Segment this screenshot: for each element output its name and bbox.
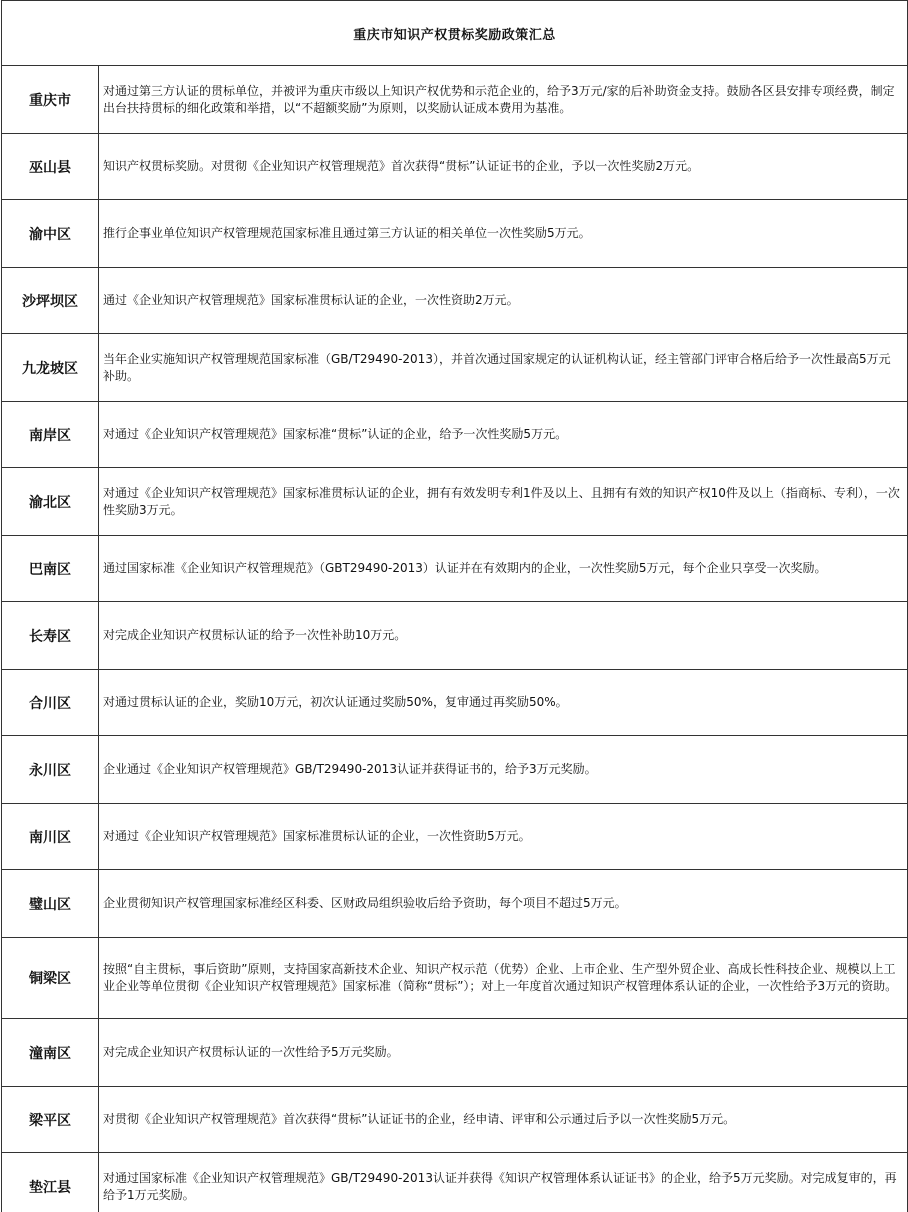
region-cell: 渝中区 [2, 200, 99, 268]
policy-cell: 对通过《企业知识产权管理规范》国家标准贯标认证的企业，一次性资助5万元。 [99, 804, 908, 870]
region-cell: 重庆市 [2, 66, 99, 134]
policy-cell: 企业通过《企业知识产权管理规范》GB/T29490-2013认证并获得证书的，给予3万元奖励。 [99, 736, 908, 804]
table-row [2, 670, 908, 736]
policy-cell: 对完成企业知识产权贯标认证的一次性给予5万元奖励。 [99, 1019, 908, 1087]
policy-cell: 对贯彻《企业知识产权管理规范》首次获得“贯标”认证证书的企业，经申请、评审和公示通过后予以一次性奖励5万元。 [99, 1087, 908, 1153]
region-cell: 渝北区 [2, 468, 99, 536]
region-cell: 九龙坡区 [2, 334, 99, 402]
policy-table [1, 0, 908, 1212]
table-row [2, 536, 908, 602]
policy-cell: 推行企事业单位知识产权管理规范国家标准且通过第三方认证的相关单位一次性奖励5万元。 [99, 200, 908, 268]
policy-cell: 通过国家标准《企业知识产权管理规范》（GBT29490-2013）认证并在有效期内的企业，一次性奖励5万元，每个企业只享受一次奖励。 [99, 536, 908, 602]
region-cell: 梁平区 [2, 1087, 99, 1153]
title-row [2, 1, 908, 66]
region-cell: 南川区 [2, 804, 99, 870]
table-row [2, 334, 908, 402]
region-cell: 璧山区 [2, 870, 99, 938]
table-row [2, 468, 908, 536]
region-cell: 永川区 [2, 736, 99, 804]
table-row [2, 1153, 908, 1212]
table-row [2, 602, 908, 670]
policy-cell: 当年企业实施知识产权管理规范国家标准（GB/T29490-2013），并首次通过国家规定的认证机构认证，经主管部门评审合格后给予一次性最高5万元补助。 [99, 334, 908, 402]
policy-cell: 知识产权贯标奖励。对贯彻《企业知识产权管理规范》首次获得“贯标”认证证书的企业，予以一次性奖励2万元。 [99, 134, 908, 200]
region-cell: 巫山县 [2, 134, 99, 200]
region-cell: 巴南区 [2, 536, 99, 602]
table-row [2, 268, 908, 334]
region-cell: 铜梁区 [2, 938, 99, 1019]
table-row [2, 870, 908, 938]
policy-cell: 对通过国家标准《企业知识产权管理规范》GB/T29490-2013认证并获得《知识产权管理体系认证证书》的企业，给予5万元奖励。对完成复审的，再给予1万元奖励。 [99, 1153, 908, 1212]
region-cell: 垫江县 [2, 1153, 99, 1212]
table-row [2, 736, 908, 804]
table-row [2, 66, 908, 134]
region-cell: 南岸区 [2, 402, 99, 468]
policy-cell: 企业贯彻知识产权管理国家标准经区科委、区财政局组织验收后给予资助，每个项目不超过5万元。 [99, 870, 908, 938]
table-row [2, 200, 908, 268]
policy-cell: 对通过《企业知识产权管理规范》国家标准贯标认证的企业，拥有有效发明专利1件及以上、且拥有有效的知识产权10件及以上（指商标、专利），一次性奖励3万元。 [99, 468, 908, 536]
table-row [2, 938, 908, 1019]
policy-cell: 通过《企业知识产权管理规范》国家标准贯标认证的企业，一次性资助2万元。 [99, 268, 908, 334]
region-cell: 潼南区 [2, 1019, 99, 1087]
region-cell: 长寿区 [2, 602, 99, 670]
table-row [2, 1019, 908, 1087]
table-row [2, 804, 908, 870]
policy-cell: 对通过《企业知识产权管理规范》国家标准“贯标”认证的企业，给予一次性奖励5万元。 [99, 402, 908, 468]
table-title: 重庆市知识产权贯标奖励政策汇总 [2, 1, 908, 66]
table-row [2, 402, 908, 468]
region-cell: 合川区 [2, 670, 99, 736]
region-cell: 沙坪坝区 [2, 268, 99, 334]
policy-cell: 按照“自主贯标，事后资助”原则，支持国家高新技术企业、知识产权示范（优势）企业、上市企业、生产型外贸企业、高成长性科技企业、规模以上工业企业等单位贯彻《企业知识产权管理规范》国家标准（简称“贯标”）；对上一年度首次通过知识产权管理体系认证的企业，一次性给予3万元的资助。 [99, 938, 908, 1019]
policy-cell: 对完成企业知识产权贯标认证的给予一次性补助10万元。 [99, 602, 908, 670]
table-row [2, 1087, 908, 1153]
table-row [2, 134, 908, 200]
policy-cell: 对通过第三方认证的贯标单位，并被评为重庆市级以上知识产权优势和示范企业的，给予3万元/家的后补助资金支持。鼓励各区县安排专项经费，制定出台扶持贯标的细化政策和举措，以“不超额奖励”为原则，以奖励认证成本费用为基准。 [99, 66, 908, 134]
policy-cell: 对通过贯标认证的企业，奖励10万元，初次认证通过奖励50%，复审通过再奖励50%。 [99, 670, 908, 736]
